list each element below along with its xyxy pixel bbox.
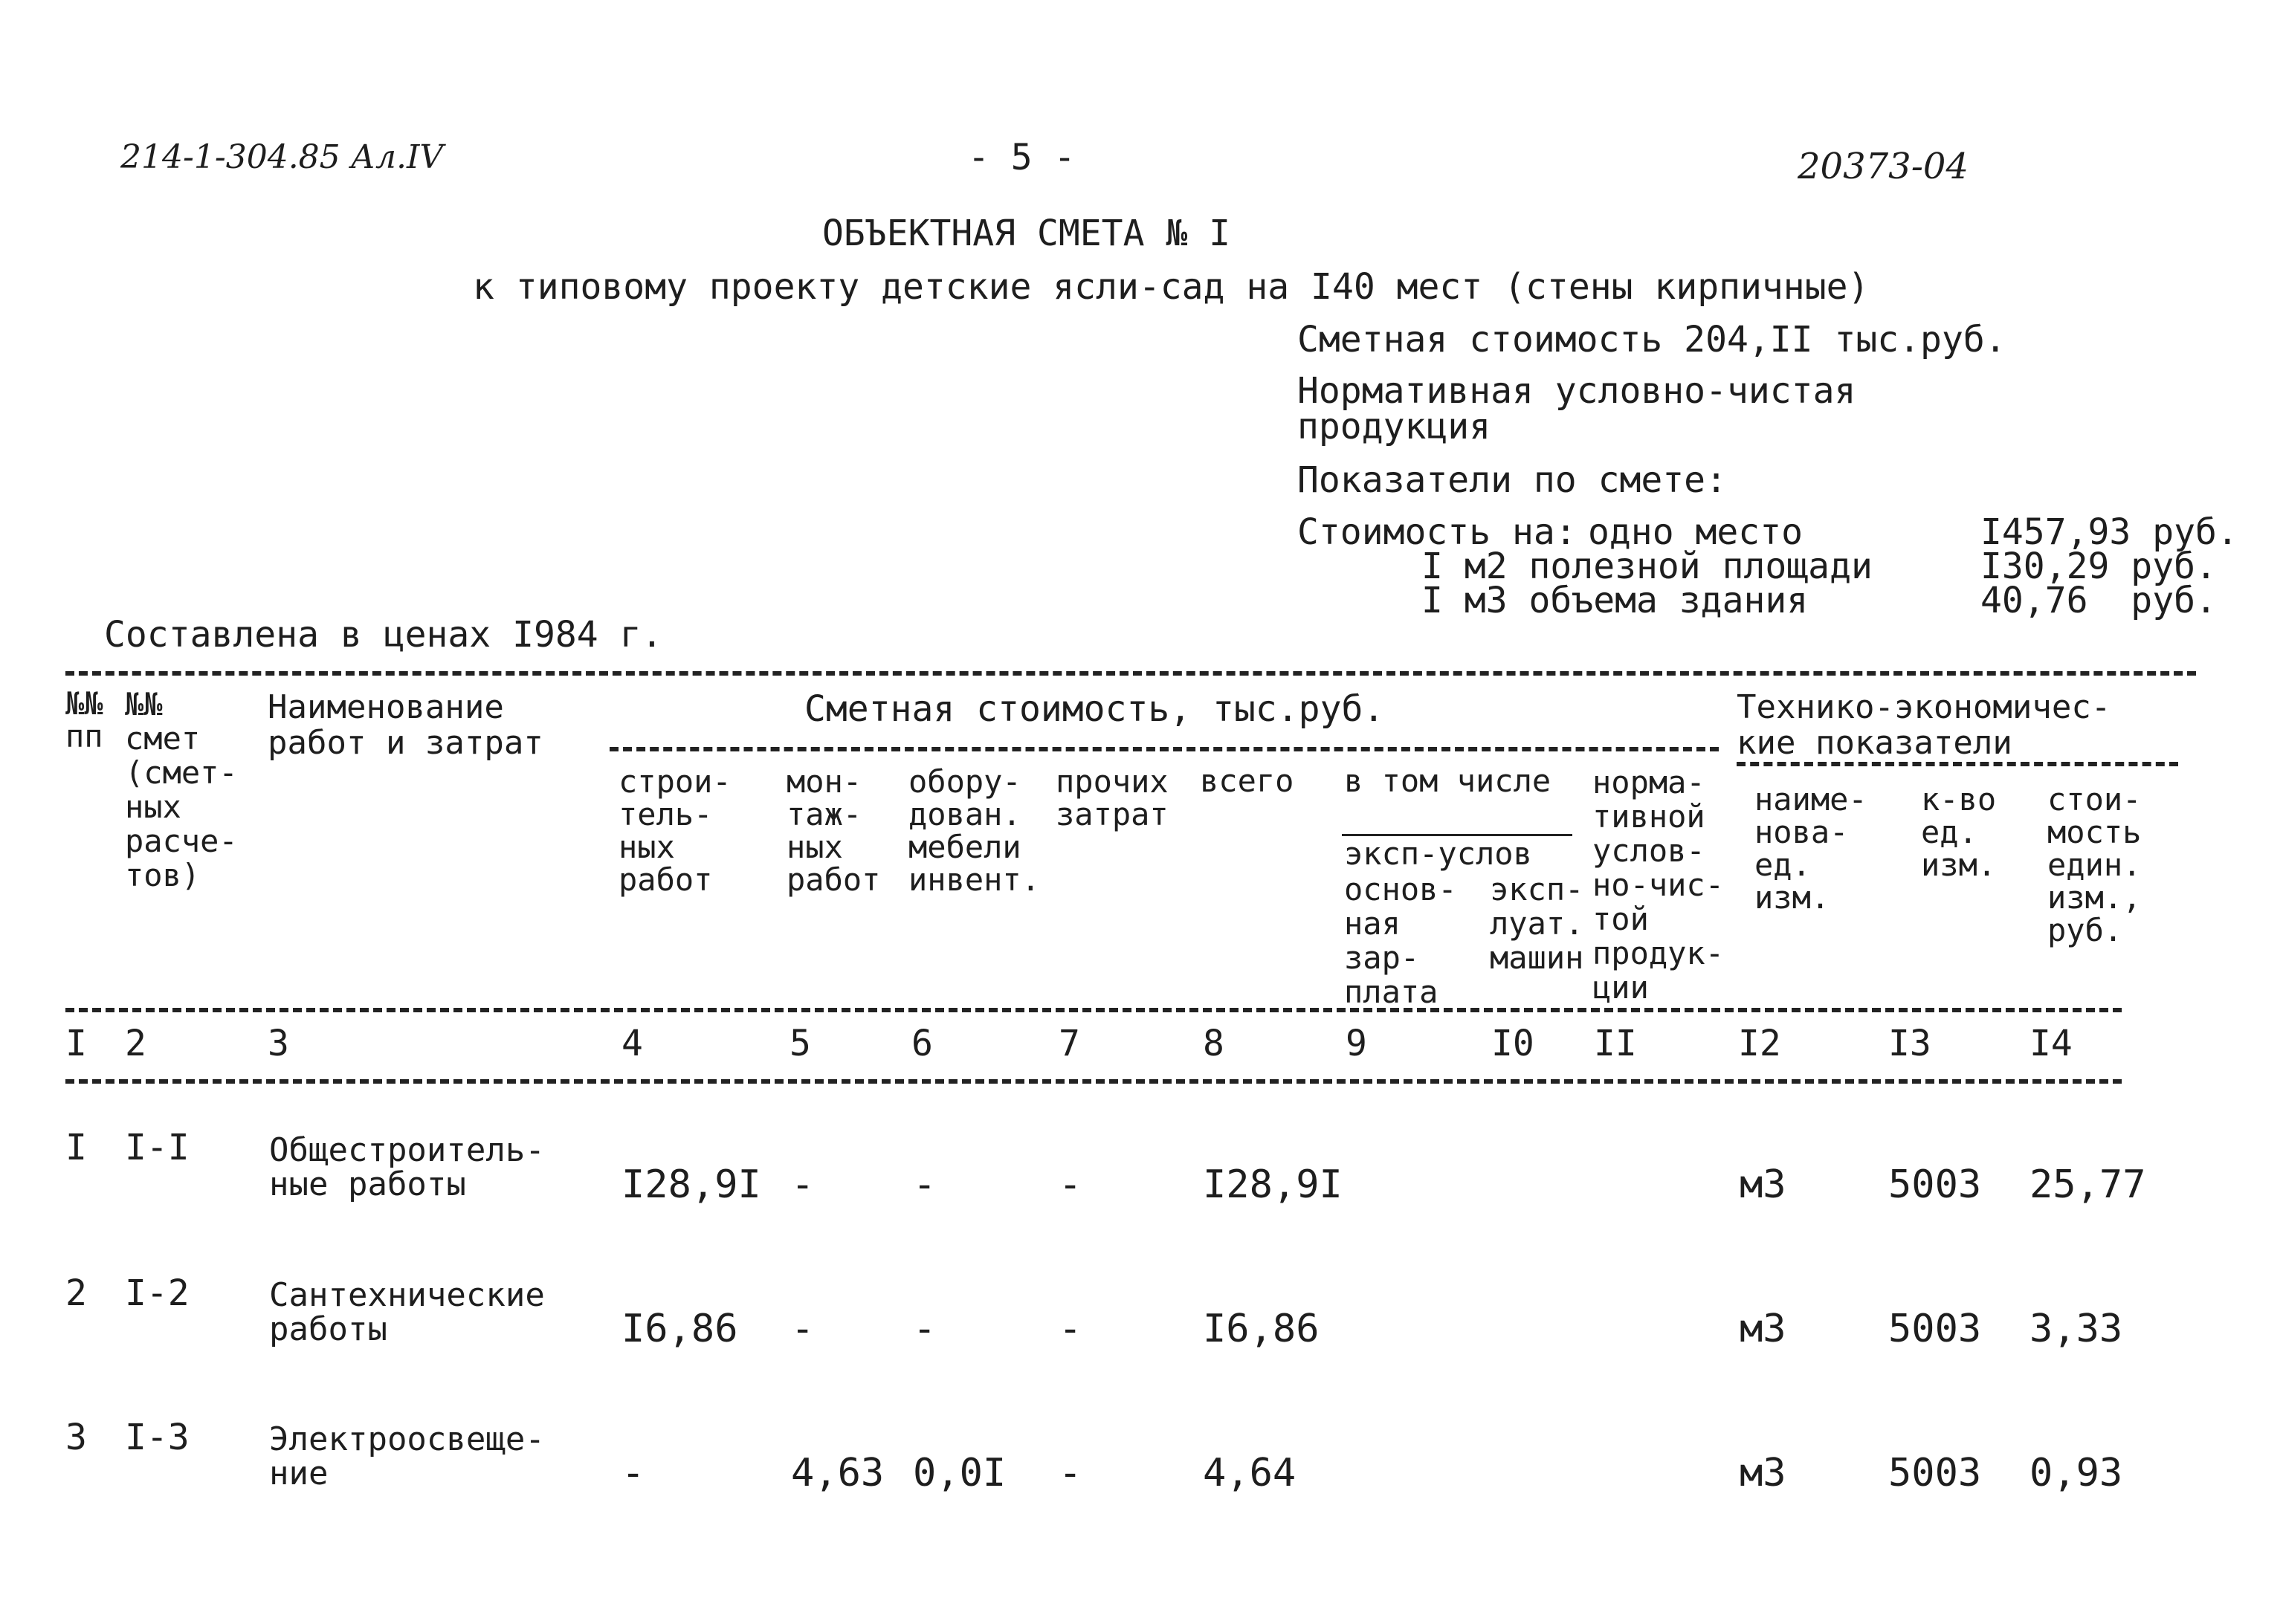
header-expl-group: эксп-услов [1344, 835, 1532, 872]
estimated-cost: Сметная стоимость 204,II тыс.руб. [1297, 319, 2006, 360]
document-title: ОБЪЕКТНАЯ СМЕТА № I [822, 213, 1231, 254]
table-top-rule [65, 671, 2196, 676]
construction-cost: I28,9I [621, 1162, 761, 1207]
cost-per-m3-label: I м3 объема здания [1421, 580, 1809, 621]
column-number: 3 [268, 1023, 289, 1064]
column-number: I4 [2029, 1023, 2073, 1064]
row-number: I [65, 1127, 87, 1168]
unit-quantity: 5003 [1888, 1307, 1982, 1351]
header-including: в том числе [1344, 763, 1551, 799]
work-name: Сантехнические работы [269, 1276, 545, 1348]
header-unit-name: наиме- нова- ед. изм. [1754, 781, 1867, 916]
unit-cost: 3,33 [2029, 1307, 2123, 1351]
column-number: 4 [621, 1023, 643, 1064]
work-name: Электроосвеще- ние [269, 1420, 545, 1492]
estimate-code: I-3 [125, 1417, 190, 1458]
total-cost: I6,86 [1203, 1307, 1320, 1351]
header-equipment: обору- дован. мебели инвент. [908, 763, 1041, 898]
equipment-cost: - [913, 1162, 937, 1207]
header-name: Наименование работ и затрат [268, 688, 543, 762]
header-machine-operation: эксп- луат. машин [1490, 871, 1584, 976]
total-cost: I28,9I [1203, 1162, 1343, 1207]
normative-product: Нормативная условно-чистая продукция [1297, 370, 1856, 447]
header-normative-product: норма- тивной услов- но-чис- той продук- ции [1592, 764, 1725, 1006]
header-cost-group: Сметная стоимость, тыс.руб. [804, 688, 1385, 730]
cost-per-place-label: одно место [1588, 511, 1803, 553]
construction-cost: - [621, 1451, 645, 1495]
document-subtitle: к типовому проекту детские ясли-сад на I40 мест (стены кирпичные) [473, 266, 1870, 308]
equipment-cost: - [913, 1307, 937, 1351]
column-number: I [65, 1023, 87, 1064]
column-number: 6 [911, 1023, 933, 1064]
cost-group-rule [610, 747, 1719, 751]
column-number: II [1594, 1023, 1637, 1064]
unit-cost: 0,93 [2029, 1451, 2123, 1495]
other-cost: - [1059, 1307, 1082, 1351]
header-tech-group: Технико-экономичес- кие показатели [1737, 688, 2111, 762]
cost-per-m2-label: I м2 полезной площади [1421, 546, 1873, 587]
document-code-stamp: 214-1-304.85 Ал.IV [120, 138, 444, 176]
installation-cost: 4,63 [791, 1451, 885, 1495]
row-number: 3 [65, 1417, 87, 1458]
other-cost: - [1059, 1162, 1082, 1207]
installation-cost: - [791, 1307, 815, 1351]
column-number: I2 [1738, 1023, 1781, 1064]
cost-per-place-value: I457,93 руб. [1980, 511, 2238, 553]
header-installation-works: мон- таж- ных работ [787, 763, 881, 898]
unit-name: м3 [1740, 1307, 1786, 1351]
column-number: I3 [1888, 1023, 1931, 1064]
indicators-heading: Показатели по смете: [1297, 459, 1727, 501]
work-name: Общестроитель- ные работы [269, 1131, 545, 1203]
tech-group-rule [1737, 762, 2178, 766]
estimate-code: I-I [125, 1127, 190, 1168]
header-estimate-code: №№ смет (смет- ных расче- тов) [125, 686, 238, 893]
header-unit-quantity: к-во ед. изм. [1921, 781, 1997, 883]
equipment-cost: 0,0I [913, 1451, 1007, 1495]
header-unit-cost: стои- мость един. изм., руб. [2047, 781, 2142, 948]
page-number: - 5 - [968, 137, 1076, 178]
column-numbers-rule [65, 1079, 2122, 1084]
installation-cost: - [791, 1162, 815, 1207]
row-number: 2 [65, 1272, 87, 1314]
construction-cost: I6,86 [621, 1307, 738, 1351]
column-number: 9 [1346, 1023, 1367, 1064]
header-other-costs: прочих затрат [1056, 763, 1169, 832]
column-number: I0 [1491, 1023, 1534, 1064]
other-cost: - [1059, 1451, 1082, 1495]
cost-on-label: Стоимость на: [1297, 511, 1577, 553]
unit-quantity: 5003 [1888, 1451, 1982, 1495]
unit-cost: 25,77 [2029, 1162, 2146, 1207]
cost-per-m3-value: 40,76 руб. [1980, 580, 2217, 621]
column-number: 8 [1203, 1023, 1224, 1064]
unit-name: м3 [1740, 1162, 1786, 1207]
header-bottom-rule [65, 1008, 2122, 1012]
archive-number-stamp: 20373-04 [1798, 146, 1969, 187]
header-row-number: №№ пп [65, 685, 103, 754]
header-base-salary: основ- ная зар- плата [1344, 871, 1457, 1010]
column-number: 5 [789, 1023, 811, 1064]
header-total: всего [1200, 763, 1294, 799]
cost-per-m2-value: I30,29 руб. [1980, 546, 2217, 587]
column-number: 2 [125, 1023, 146, 1064]
column-number: 7 [1059, 1023, 1080, 1064]
header-construction-works: строи- тель- ных работ [619, 763, 732, 898]
unit-quantity: 5003 [1888, 1162, 1982, 1207]
prices-note: Составлена в ценах I984 г. [104, 614, 663, 656]
unit-name: м3 [1740, 1451, 1786, 1495]
total-cost: 4,64 [1203, 1451, 1297, 1495]
estimate-code: I-2 [125, 1272, 190, 1314]
